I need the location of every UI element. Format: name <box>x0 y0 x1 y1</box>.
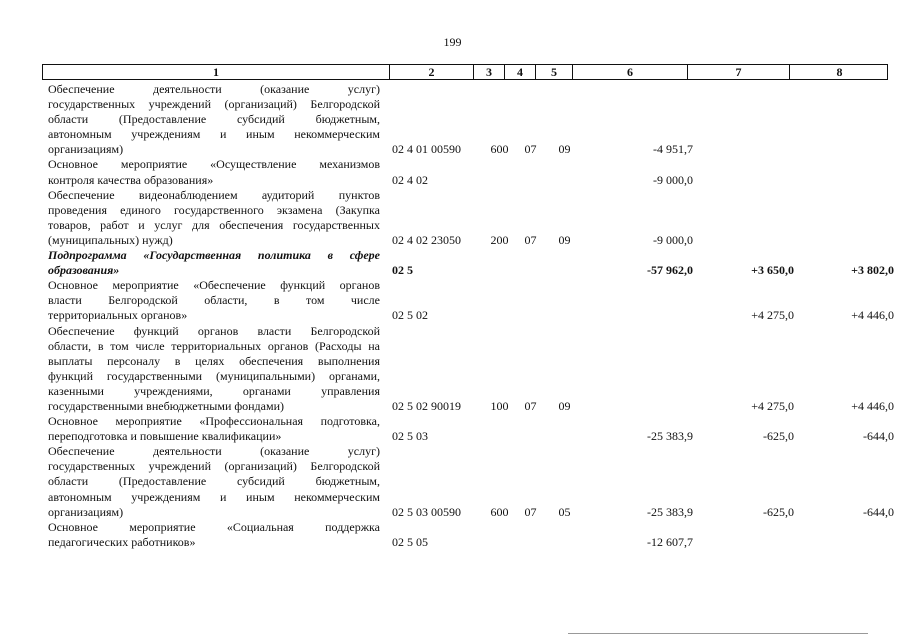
column-header-7: 7 <box>687 65 789 79</box>
table-header <box>42 64 888 80</box>
row-description-line: функций государственными (муниципальными) органами, <box>48 368 380 383</box>
row-description-line: автономным учреждениям и иным некоммерческим <box>48 489 380 504</box>
row-amount-col6: -25 383,9 <box>647 504 693 519</box>
row-description-line: Обеспечение видеонаблюдением аудиторий пунктов <box>48 187 380 202</box>
row-description-line: области (Предоставление субсидий бюджетным, <box>48 474 380 489</box>
row-description-line: Основное мероприятие «Осуществление механизмов <box>48 157 380 172</box>
row-code: 02 4 02 23050 <box>392 232 461 247</box>
row-description-line: государственных учреждений (организаций) Белгородской <box>48 97 380 112</box>
row-description <box>48 324 388 415</box>
row-code: 02 5 02 90019 <box>392 398 461 413</box>
row-description-line: Основное мероприятие «Профессиональная подготовка, <box>48 414 380 429</box>
row-description <box>48 188 388 248</box>
row-description-line: Подпрограмма «Государственная политика в сфере <box>48 248 380 263</box>
row-description-line: организациям) <box>48 142 124 157</box>
row-description-line: контроля качества образования» <box>48 172 214 187</box>
row-amount-col7: -625,0 <box>763 429 794 444</box>
row-description-line: Обеспечение деятельности (оказание услуг) <box>48 444 380 459</box>
row-section: 07 <box>524 398 537 413</box>
row-amount-col6: -9 000,0 <box>653 172 693 187</box>
row-description-line: Основное мероприятие «Социальная поддержка <box>48 519 380 534</box>
row-description-line: образования» <box>48 263 120 278</box>
row-code: 02 5 03 00590 <box>392 504 461 519</box>
column-header-6: 6 <box>572 65 687 79</box>
row-subsection: 09 <box>558 142 571 157</box>
row-description-line: территориальных органов» <box>48 308 188 323</box>
row-code: 02 5 03 <box>392 429 428 444</box>
table-row <box>48 520 890 550</box>
table-row <box>48 414 894 444</box>
row-amount-col8: +4 446,0 <box>851 308 894 323</box>
row-description-line: автономным учреждениям и иным некоммерческим <box>48 127 380 142</box>
row-description-line: государственных учреждений (организаций) Белгородской <box>48 459 380 474</box>
row-section: 07 <box>524 504 537 519</box>
row-code: 02 5 02 <box>392 308 428 323</box>
column-header-3: 3 <box>473 65 504 79</box>
row-description <box>48 82 388 157</box>
table-row <box>48 82 890 157</box>
row-amount-col6: -12 607,7 <box>647 534 693 549</box>
row-description <box>48 248 388 278</box>
table-row <box>48 248 894 278</box>
row-amount-col7: +4 275,0 <box>751 398 794 413</box>
row-section: 07 <box>524 232 537 247</box>
row-description-line: области, в том числе территориальных органов (Расходы на <box>48 338 380 353</box>
table-row <box>48 444 894 519</box>
row-description-line: казенными учреждениями, органами управления <box>48 383 380 398</box>
row-subsection: 09 <box>558 398 571 413</box>
row-amount-col8: -644,0 <box>863 429 894 444</box>
row-description <box>48 444 388 519</box>
row-amount-col6: -57 962,0 <box>647 263 693 278</box>
column-header-5: 5 <box>535 65 572 79</box>
row-amount-col7: +3 650,0 <box>751 263 794 278</box>
row-description-line: выплаты персоналу в целях обеспечения выполнения <box>48 353 380 368</box>
column-header-1: 1 <box>213 65 219 79</box>
row-amount-col8: +3 802,0 <box>851 263 894 278</box>
column-header-8: 8 <box>789 65 889 79</box>
row-expense-type: 600 <box>490 504 509 519</box>
row-description <box>48 520 388 550</box>
row-description-line: области (Предоставление субсидий бюджетным, <box>48 112 380 127</box>
row-section: 07 <box>524 142 537 157</box>
row-amount-col6: -25 383,9 <box>647 429 693 444</box>
row-expense-type: 100 <box>490 398 509 413</box>
column-header-4: 4 <box>504 65 535 79</box>
table-body <box>48 82 894 550</box>
row-amount-col8: -644,0 <box>863 504 894 519</box>
row-description-line: Основное мероприятие «Обеспечение функций органов <box>48 278 380 293</box>
row-description-line: товаров, работ и услуг для обеспечения государственных <box>48 217 380 232</box>
row-subsection: 09 <box>558 232 571 247</box>
row-description-line: (муниципальных) нужд) <box>48 232 173 247</box>
row-code: 02 5 <box>392 263 413 278</box>
page-number: 199 <box>443 35 462 49</box>
table-row <box>48 188 890 248</box>
row-code: 02 5 05 <box>392 534 428 549</box>
row-amount-col7: +4 275,0 <box>751 308 794 323</box>
row-description-line: педагогических работников» <box>48 534 196 549</box>
row-description <box>48 157 388 187</box>
row-amount-col6: -9 000,0 <box>653 232 693 247</box>
row-amount-col6: -4 951,7 <box>653 142 693 157</box>
row-description-line: Обеспечение функций органов власти Белгородской <box>48 323 380 338</box>
table-row <box>48 323 894 415</box>
row-description <box>48 414 388 444</box>
row-description <box>48 278 388 323</box>
row-amount-col7: -625,0 <box>763 504 794 519</box>
table-row <box>48 157 890 187</box>
row-expense-type: 600 <box>490 142 509 157</box>
row-description-line: проведения единого государственного экзамена (Закупка <box>48 202 380 217</box>
row-amount-col8: +4 446,0 <box>851 398 894 413</box>
row-description-line: Обеспечение деятельности (оказание услуг) <box>48 82 380 96</box>
row-code: 02 4 02 <box>392 172 428 187</box>
footer-rule <box>568 633 868 634</box>
column-header-2: 2 <box>389 65 473 79</box>
row-description-line: власти Белгородской области, в том числе <box>48 293 380 308</box>
row-expense-type: 200 <box>490 232 509 247</box>
table-row <box>48 278 894 323</box>
row-description-line: государственными внебюджетными фондами) <box>48 398 285 413</box>
row-subsection: 05 <box>558 504 571 519</box>
row-description-line: переподготовка и повышение квалификации» <box>48 429 282 444</box>
row-description-line: организациям) <box>48 504 124 519</box>
row-code: 02 4 01 00590 <box>392 142 461 157</box>
